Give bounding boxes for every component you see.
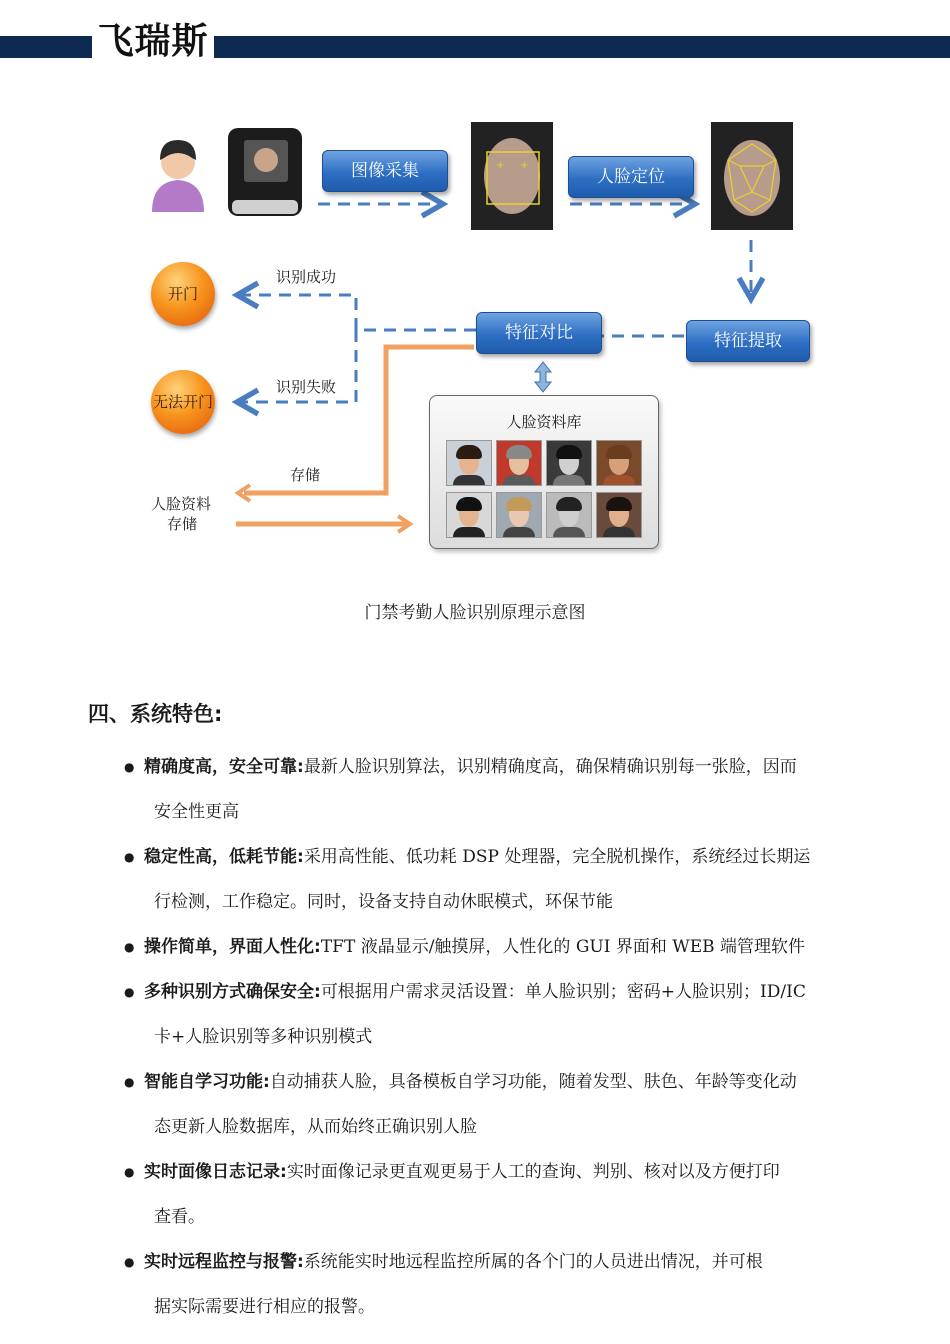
feature-item <box>124 970 869 1060</box>
face-thumbnail <box>446 492 492 538</box>
svg-text:+: + <box>496 160 505 171</box>
open-door-badge: 开门 <box>151 262 215 326</box>
brand-title: 飞瑞斯 <box>97 21 209 62</box>
face-data-store-label-line1: 人脸资料 <box>151 495 212 513</box>
face-thumbnail <box>546 440 592 486</box>
face-thumbnail <box>596 440 642 486</box>
bullet-icon: ● <box>124 985 135 999</box>
feature-term: 智能自学习功能: <box>144 1072 270 1092</box>
feature-desc: TFT 液晶显示/触摸屏，人性化的 GUI 界面和 WEB 端管理软件 <box>320 937 806 957</box>
feature-term: 精确度高，安全可靠: <box>144 757 304 777</box>
face-database-title: 人脸资料库 <box>506 413 582 431</box>
bullet-icon: ● <box>124 1075 135 1089</box>
face-thumbnail <box>546 492 592 538</box>
feature-item <box>124 1150 869 1240</box>
feature-desc: 采用高性能、低功耗 DSP 处理器，完全脱机操作，系统经过长期运 <box>303 847 811 867</box>
feature-desc-cont: 行检测，工作稳定。同时，设备支持自动休眠模式，环保节能 <box>154 892 613 912</box>
feature-desc: 自动捕获人脸，具备模板自学习功能，随着发型、肤色、年龄等变化动 <box>269 1072 797 1092</box>
captured-face-image <box>471 122 553 230</box>
feature-list <box>124 745 869 1330</box>
feature-desc-cont: 查看。 <box>154 1207 205 1227</box>
header-bar-left <box>0 36 92 58</box>
feature-desc: 可根据用户需求灵活设置：单人脸识别；密码+人脸识别；ID/IC <box>320 982 806 1002</box>
face-data-store-label-line2: 存储 <box>167 515 198 533</box>
feature-item <box>124 835 869 925</box>
capture-step-button: 图像采集 <box>322 150 448 192</box>
feature-item <box>124 745 869 835</box>
svg-text:+: + <box>520 160 529 171</box>
sync-arrow-icon <box>535 362 551 392</box>
feature-item <box>124 1240 869 1330</box>
feature-term: 实时面像日志记录: <box>144 1162 287 1182</box>
success-label: 识别成功 <box>276 268 337 286</box>
store-label: 存储 <box>290 466 321 484</box>
user-icon <box>152 140 204 212</box>
face-thumbnail-grid <box>446 440 642 538</box>
locate-step-button: 人脸定位 <box>568 156 694 198</box>
face-thumbnail <box>446 440 492 486</box>
cannot-open-badge: 无法开门 <box>151 370 215 434</box>
bullet-icon: ● <box>124 850 135 864</box>
face-thumbnail <box>596 492 642 538</box>
feature-desc: 系统能实时地远程监控所属的各个门的人员进出情况，并可根 <box>303 1252 763 1272</box>
diagram-caption: 门禁考勤人脸识别原理示意图 <box>364 603 586 623</box>
face-database-box <box>429 395 659 549</box>
flow-arrows <box>240 204 751 402</box>
fail-label: 识别失败 <box>276 378 337 396</box>
device-icon <box>228 128 302 216</box>
feature-desc: 实时面像记录更直观更易于人工的查询、判别、核对以及方便打印 <box>286 1162 780 1182</box>
feature-item <box>124 1060 869 1150</box>
face-thumbnail <box>496 492 542 538</box>
compare-step-button: 特征对比 <box>476 312 602 354</box>
bullet-icon: ● <box>124 760 135 774</box>
feature-item <box>124 925 869 970</box>
feature-term: 稳定性高，低耗节能: <box>144 847 304 867</box>
feature-desc-cont: 据实际需要进行相应的报警。 <box>154 1297 375 1317</box>
feature-term: 操作简单，界面人性化: <box>144 937 321 957</box>
header-bar-right <box>214 36 950 58</box>
feature-desc: 最新人脸识别算法，识别精确度高，确保精确识别每一张脸，因而 <box>303 757 797 777</box>
face-mesh-image <box>711 122 793 230</box>
section-title: 四、系统特色: <box>88 702 223 726</box>
feature-desc-cont: 态更新人脸数据库，从而始终正确识别人脸 <box>154 1117 477 1137</box>
face-recognition-diagram <box>0 100 950 580</box>
extract-step-button: 特征提取 <box>686 320 810 362</box>
feature-term: 实时远程监控与报警: <box>144 1252 304 1272</box>
feature-desc-cont: 卡+人脸识别等多种识别模式 <box>154 1027 373 1047</box>
feature-desc-cont: 安全性更高 <box>154 802 239 822</box>
face-thumbnail <box>496 440 542 486</box>
feature-term: 多种识别方式确保安全: <box>144 982 321 1002</box>
bullet-icon: ● <box>124 1165 135 1179</box>
bullet-icon: ● <box>124 940 135 954</box>
bullet-icon: ● <box>124 1255 135 1269</box>
